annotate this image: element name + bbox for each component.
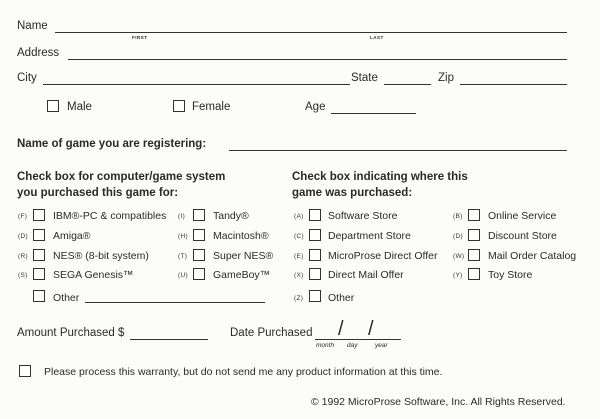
male-label: Male: [67, 101, 92, 113]
store-checkbox-mail-order[interactable]: [468, 249, 480, 261]
system-label-tandy: Tandy®: [213, 210, 249, 222]
store-label-department: Department Store: [328, 230, 411, 242]
store-label-microprose-direct: MicroProse Direct Offer: [328, 250, 438, 262]
system-label-genesis: SEGA Genesis™: [53, 269, 134, 281]
store-code: (X): [294, 272, 304, 279]
male-checkbox[interactable]: [47, 100, 59, 112]
system-label-amiga: Amiga®: [53, 230, 91, 242]
system-checkbox-macintosh[interactable]: [193, 229, 205, 241]
state-field[interactable]: [384, 84, 431, 85]
store-other-code: (Z): [294, 295, 304, 302]
store-label-direct-mail: Direct Mail Offer: [328, 269, 404, 281]
system-checkbox-ibm[interactable]: [33, 209, 45, 221]
store-code: (W): [453, 253, 465, 260]
store-label-online: Online Service: [488, 210, 557, 222]
system-code: (T): [178, 253, 188, 260]
store-label-software: Software Store: [328, 210, 398, 222]
female-label: Female: [192, 101, 231, 113]
store-checkbox-microprose-direct[interactable]: [309, 249, 321, 261]
address-label: Address: [17, 47, 60, 59]
opt-out-text: Please process this warranty, but do not send me any product information at this time.: [44, 366, 443, 378]
system-checkbox-amiga[interactable]: [33, 229, 45, 241]
game-name-field[interactable]: [229, 150, 567, 151]
city-field[interactable]: [43, 84, 350, 85]
name-field[interactable]: [55, 32, 567, 33]
system-label-ibm: IBM®-PC & compatibles: [53, 210, 167, 222]
systems-heading-line1: Check box for computer/game system: [17, 171, 226, 183]
date-separator: /: [338, 318, 344, 340]
system-checkbox-snes[interactable]: [193, 249, 205, 261]
system-code: (D): [18, 233, 28, 240]
date-label: Date Purchased: [230, 327, 313, 339]
systems-heading-line2: you purchased this game for:: [17, 187, 179, 199]
system-checkbox-tandy[interactable]: [193, 209, 205, 221]
game-name-label: Name of game you are registering:: [17, 138, 207, 150]
store-other-label: Other: [328, 292, 355, 304]
month-caption: month: [316, 342, 335, 349]
state-label: State: [351, 72, 378, 84]
copyright: © 1992 MicroProse Software, Inc. All Rights Reserved.: [311, 396, 566, 408]
age-label: Age: [305, 101, 326, 113]
store-code: (C): [294, 233, 304, 240]
stores-heading-line2: game was purchased:: [292, 187, 413, 199]
system-label-macintosh: Macintosh®: [213, 230, 269, 242]
system-label-gameboy: GameBoy™: [213, 269, 271, 281]
female-checkbox[interactable]: [173, 100, 185, 112]
stores-heading-line1: Check box indicating where this: [292, 171, 468, 183]
date-field[interactable]: [315, 339, 401, 340]
system-other-label: Other: [53, 292, 80, 304]
store-code: (A): [294, 213, 304, 220]
store-code: (Y): [453, 272, 463, 279]
store-code: (B): [453, 213, 463, 220]
system-code: (I): [178, 213, 186, 220]
store-checkbox-direct-mail[interactable]: [309, 268, 321, 280]
store-label-mail-order: Mail Order Catalog: [488, 250, 577, 262]
system-checkbox-genesis[interactable]: [33, 268, 45, 280]
day-caption: day: [347, 342, 358, 349]
system-code: (F): [18, 213, 28, 220]
system-label-snes: Super NES®: [213, 250, 274, 262]
system-checkbox-other[interactable]: [33, 290, 45, 302]
store-checkbox-department[interactable]: [309, 229, 321, 241]
address-field[interactable]: [68, 59, 567, 60]
zip-label: Zip: [438, 72, 454, 84]
system-code: (U): [178, 272, 188, 279]
first-name-caption: FIRST: [132, 35, 148, 40]
system-code: (H): [178, 233, 188, 240]
store-checkbox-discount[interactable]: [468, 229, 480, 241]
age-field[interactable]: [331, 113, 416, 114]
city-label: City: [17, 72, 37, 84]
date-separator: /: [368, 318, 374, 340]
year-caption: year: [375, 342, 388, 349]
system-checkbox-nes[interactable]: [33, 249, 45, 261]
system-checkbox-gameboy[interactable]: [193, 268, 205, 280]
store-label-toy: Toy Store: [488, 269, 533, 281]
last-name-caption: LAST: [370, 35, 384, 40]
system-label-nes: NES® (8-bit system): [53, 250, 149, 262]
system-other-field[interactable]: [85, 302, 265, 303]
store-code: (E): [294, 253, 304, 260]
name-label: Name: [17, 20, 48, 32]
store-label-discount: Discount Store: [488, 230, 557, 242]
store-checkbox-online[interactable]: [468, 209, 480, 221]
amount-label: Amount Purchased $: [17, 327, 125, 339]
store-checkbox-toy[interactable]: [468, 268, 480, 280]
zip-field[interactable]: [460, 84, 567, 85]
opt-out-checkbox[interactable]: [19, 365, 31, 377]
store-checkbox-software[interactable]: [309, 209, 321, 221]
store-code: (D): [453, 233, 463, 240]
system-code: (S): [18, 272, 28, 279]
system-code: (R): [18, 253, 28, 260]
store-checkbox-other[interactable]: [309, 290, 321, 302]
amount-field[interactable]: [130, 339, 208, 340]
